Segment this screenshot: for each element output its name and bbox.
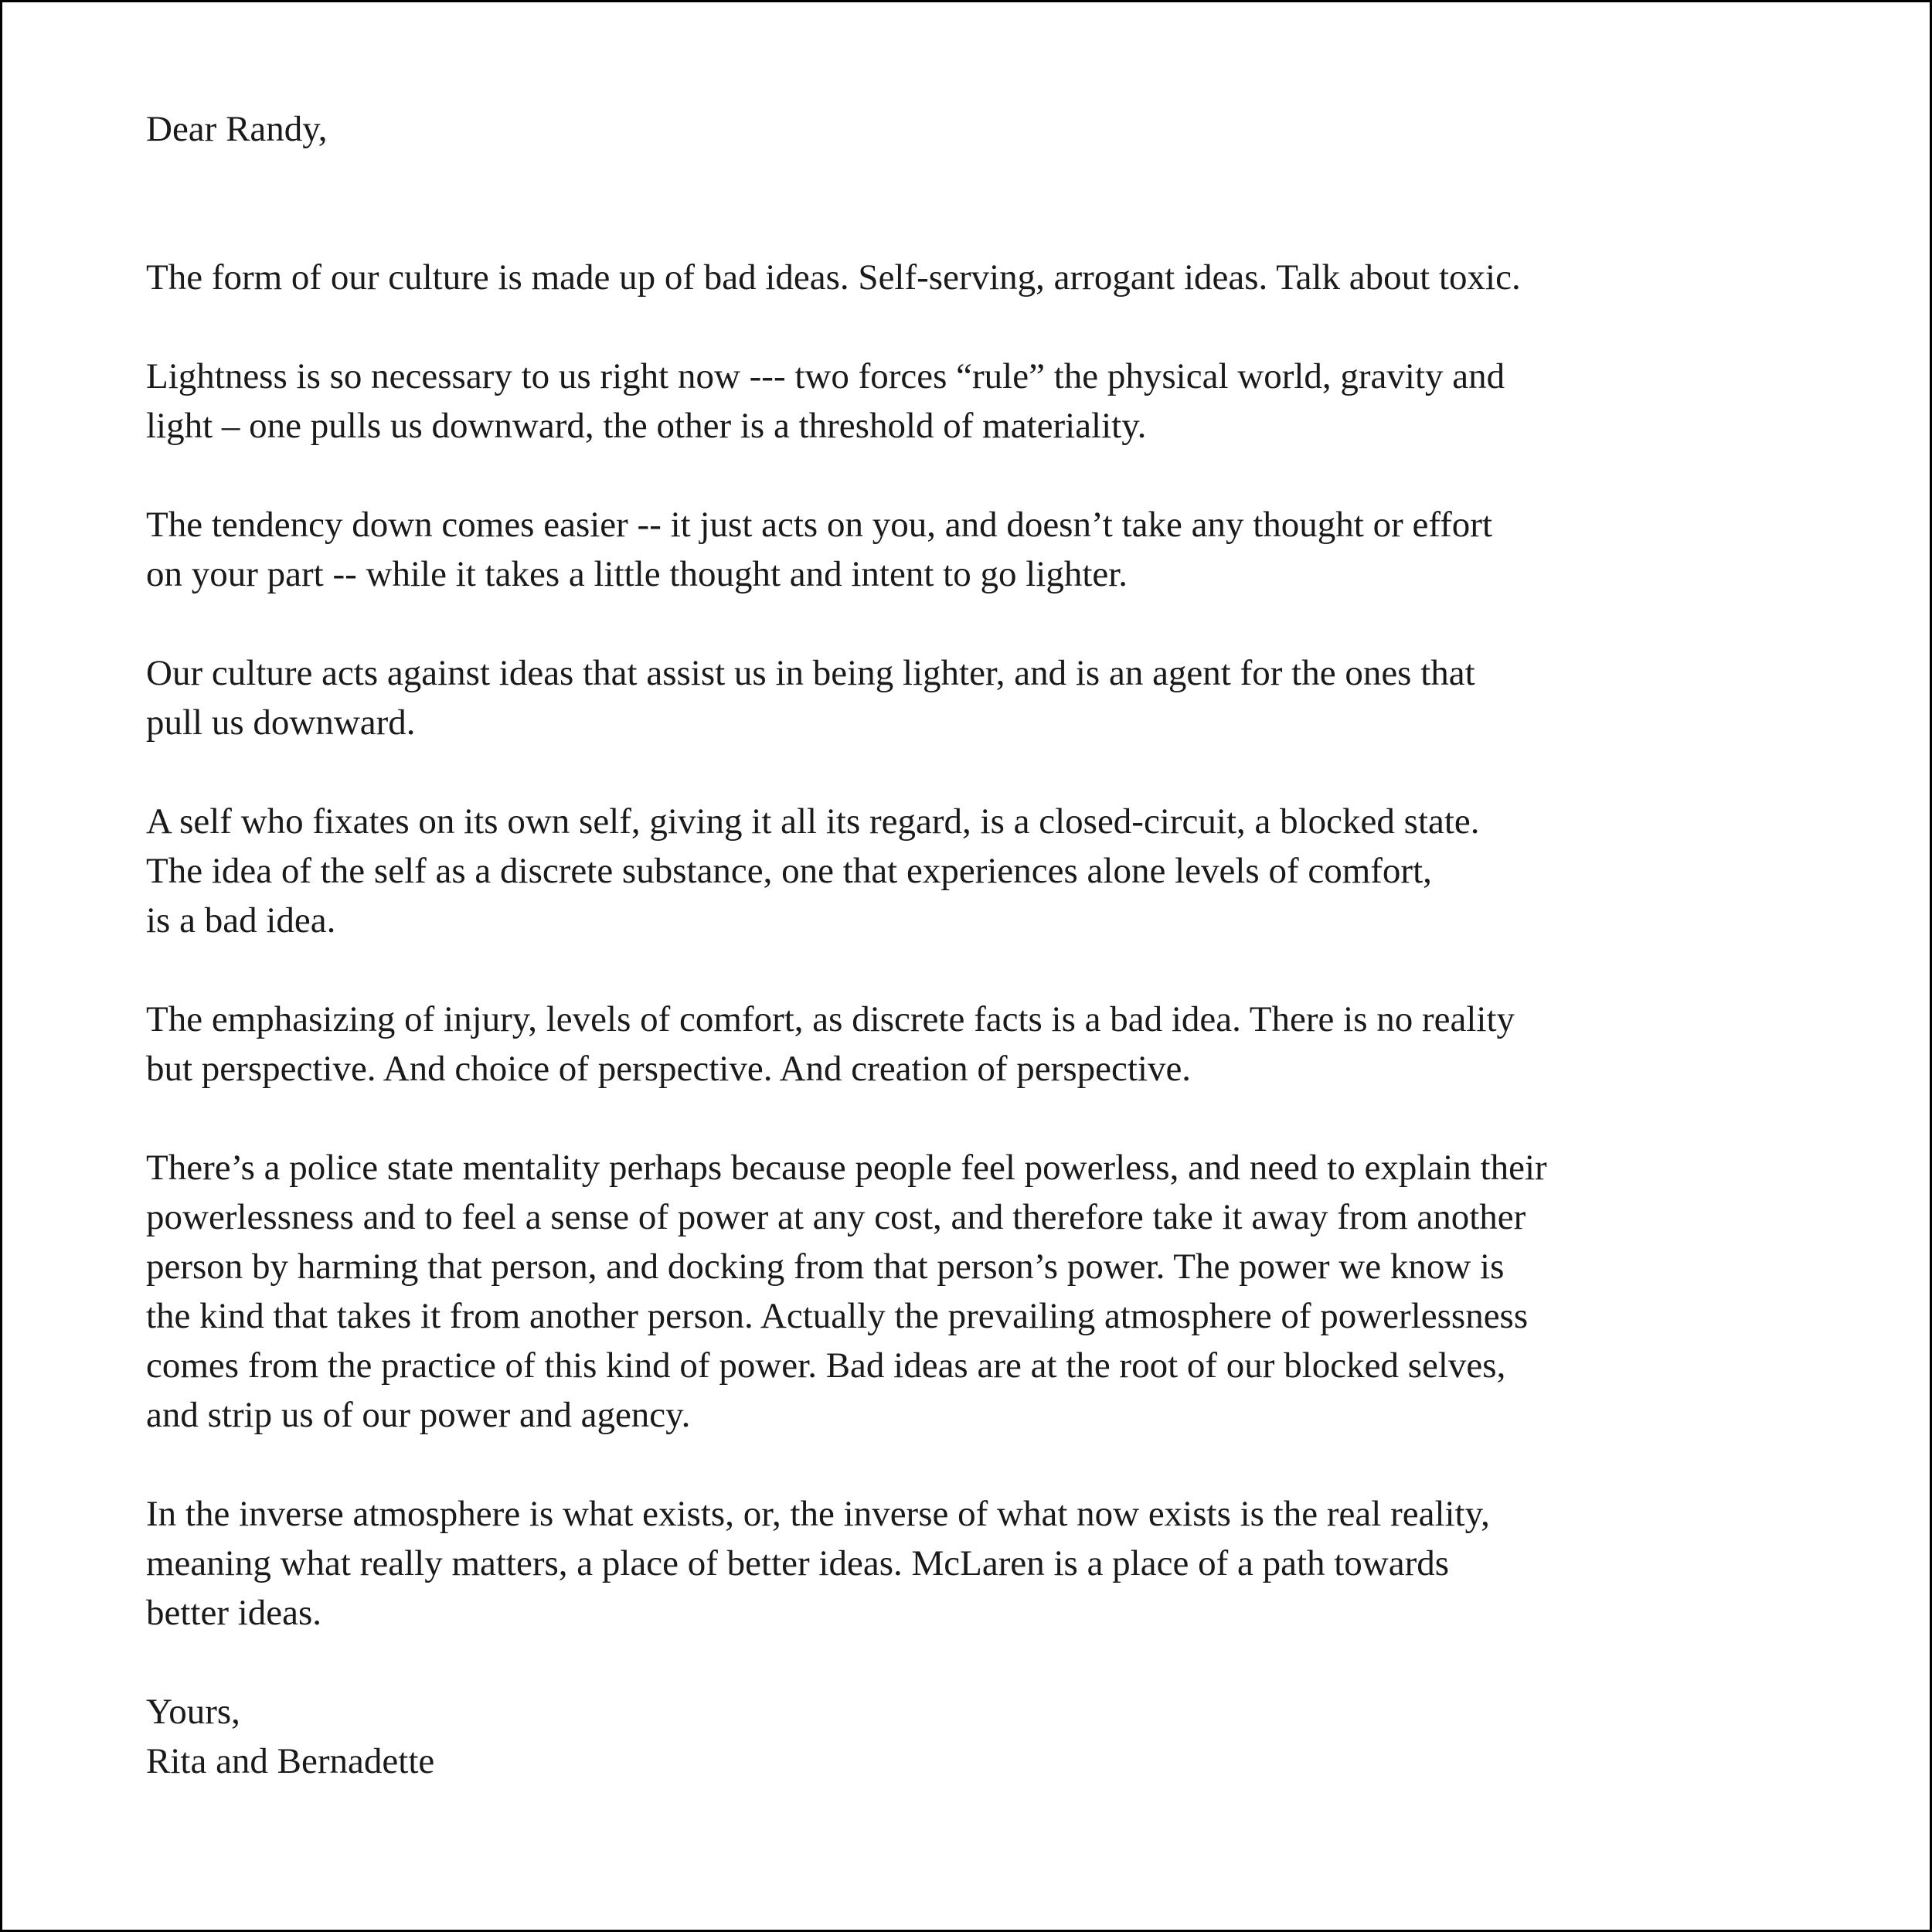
text-line: A self who fixates on its own self, giving it all its regard, is a closed-circuit, a blocked state.	[146, 801, 1480, 842]
letter-body	[146, 104, 1846, 1786]
text-line: Our culture acts against ideas that assist us in being lighter, and is an agent for the ones that	[146, 653, 1475, 693]
text-line: The emphasizing of injury, levels of comfort, as discrete facts is a bad idea. There is no reality	[146, 999, 1515, 1039]
text-line: better ideas.	[146, 1593, 322, 1633]
paragraph	[146, 1489, 1846, 1638]
text-line: Lightness is so necessary to us right now --- two forces “rule” the physical world, gravity and	[146, 356, 1505, 396]
text-line: but perspective. And choice of perspective. And creation of perspective.	[146, 1049, 1192, 1089]
paragraph	[146, 352, 1846, 451]
text-line: The idea of the self as a discrete substance, one that experiences alone levels of comfort,	[146, 851, 1432, 891]
text-line: on your part -- while it takes a little thought and intent to go lighter.	[146, 554, 1128, 594]
text-line: There’s a police state mentality perhaps because people feel powerless, and need to explain their	[146, 1148, 1547, 1188]
text-line: and strip us of our power and agency.	[146, 1395, 691, 1435]
paragraph	[146, 648, 1846, 747]
text-line: meaning what really matters, a place of better ideas. McLaren is a place of a path towards	[146, 1543, 1450, 1583]
paragraph	[146, 1143, 1846, 1440]
paragraph	[146, 500, 1846, 599]
text-line: light – one pulls us downward, the other is a threshold of materiality.	[146, 406, 1147, 446]
text-line: pull us downward.	[146, 702, 416, 743]
text-line: The tendency down comes easier -- it just acts on you, and doesn’t take any thought or effort	[146, 505, 1493, 545]
text-line: the kind that takes it from another person. Actually the prevailing atmosphere of powerlessness	[146, 1296, 1529, 1336]
signature: Rita and Bernadette	[146, 1741, 435, 1781]
text-line: person by harming that person, and docking from that person’s power. The power we know is	[146, 1247, 1505, 1287]
paragraph	[146, 797, 1846, 945]
closing: Yours,	[146, 1692, 240, 1732]
text-line: powerlessness and to feel a sense of power at any cost, and therefore take it away from another	[146, 1197, 1526, 1237]
salutation: Dear Randy,	[146, 109, 328, 149]
text-line: The form of our culture is made up of bad ideas. Self-serving, arrogant ideas. Talk about toxic.	[146, 257, 1521, 298]
text-line: In the inverse atmosphere is what exists, or, the inverse of what now exists is the real reality,	[146, 1494, 1490, 1534]
paragraph	[146, 995, 1846, 1094]
paragraph	[146, 253, 1846, 302]
text-line: is a bad idea.	[146, 900, 336, 940]
text-line: comes from the practice of this kind of power. Bad ideas are at the root of our blocked selves,	[146, 1345, 1506, 1386]
closing-block	[146, 1687, 1846, 1786]
